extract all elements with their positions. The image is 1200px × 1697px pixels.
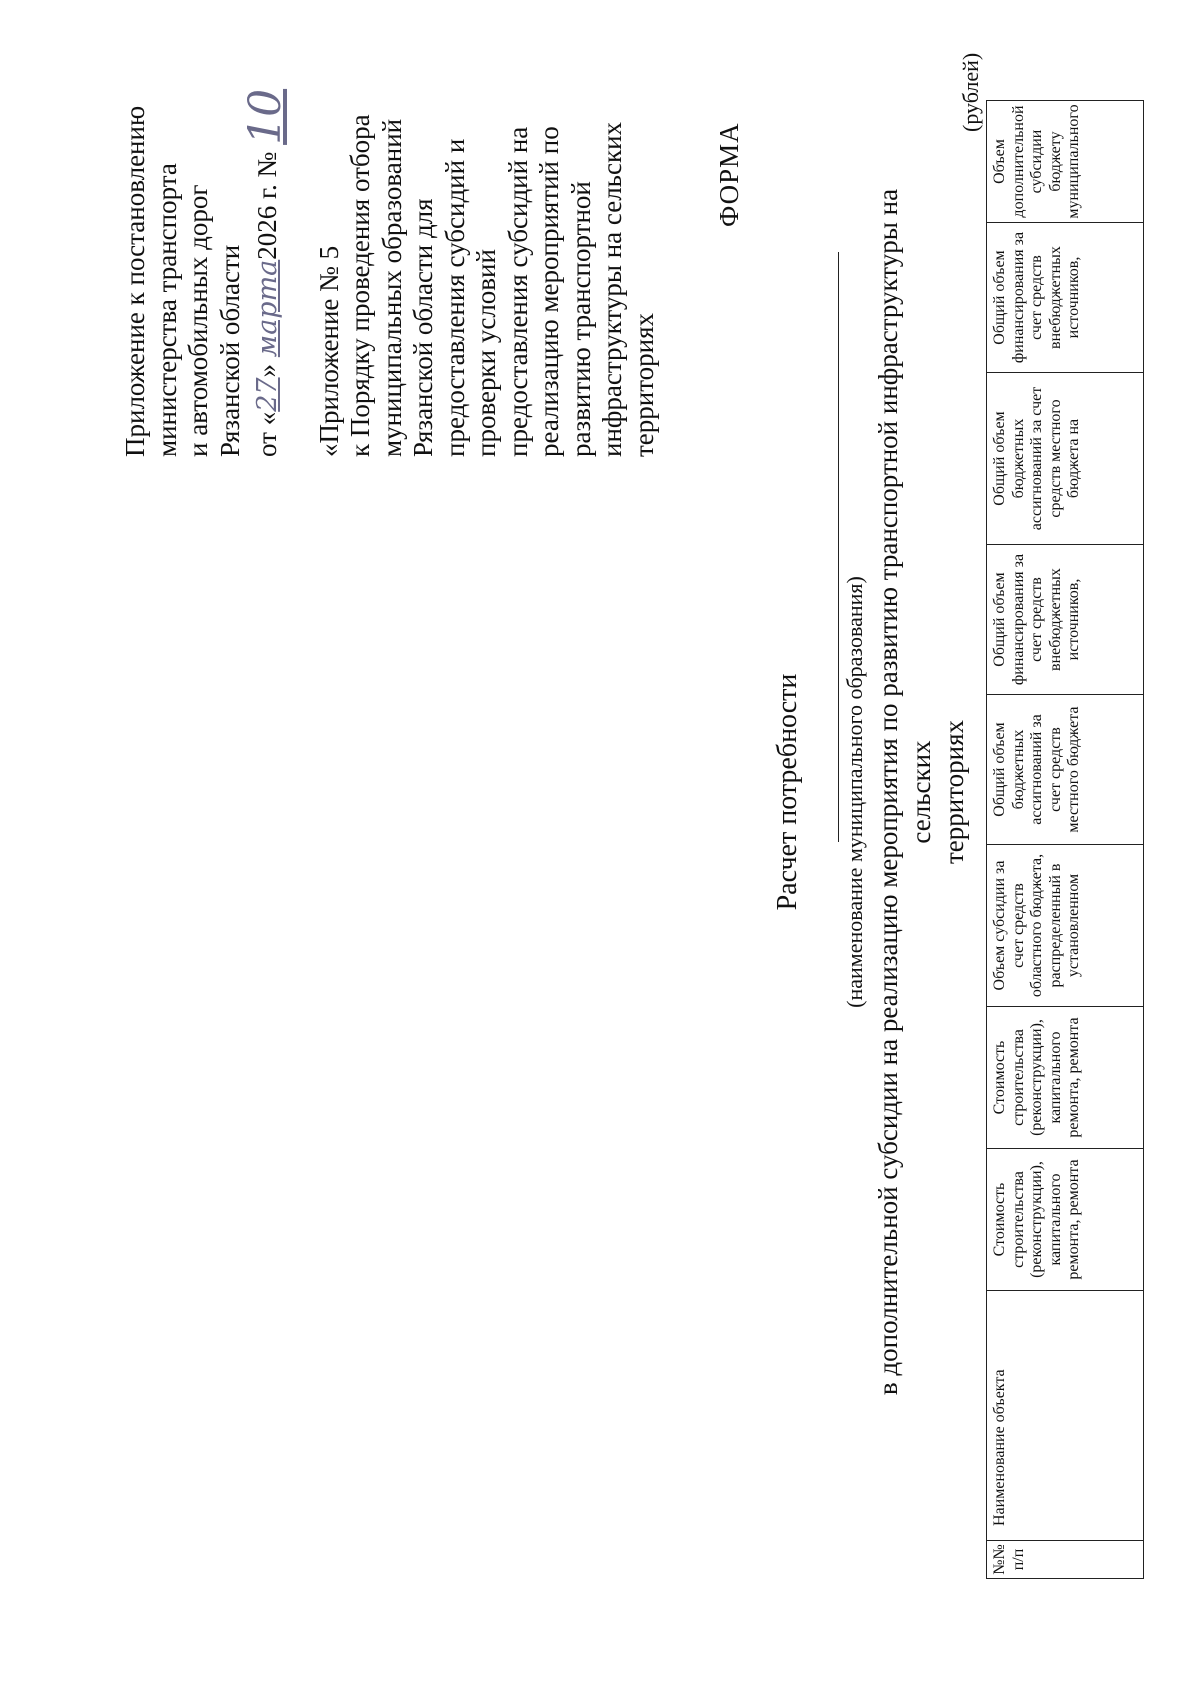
date-prefix: от «: [252, 411, 282, 457]
form-label: ФОРМА: [714, 122, 744, 227]
quote-line: развитию транспортной: [565, 181, 596, 457]
unit-label: (рублей): [958, 52, 983, 132]
document-subtitle: [872, 137, 971, 1447]
handwritten-number: 10: [240, 88, 291, 145]
header-cell-number: №№ п/п: [987, 1541, 1144, 1579]
handwritten-month: марта: [252, 259, 283, 358]
municipality-caption: (наименование муниципального образования): [842, 576, 867, 1008]
subtitle-line: в дополнительной субсидии на реализацию мероприятия по развитию транспортной инфраструктуры на сельских: [873, 188, 936, 1396]
header-cell-additional-subsidy: Объем дополнительной субсидии бюджету муниципального: [987, 101, 1144, 223]
header-cell-local-budget: Общий объем бюджетных ассигнований за счет средств местного бюджета: [987, 695, 1144, 845]
quote-line: предоставления субсидий на: [502, 126, 533, 457]
appendix-date-line: [240, 77, 291, 457]
document-title: Расчет потребности: [772, 673, 803, 911]
municipality-name-line: [838, 252, 839, 842]
appendix-line: и автомобильных дорог: [183, 184, 213, 457]
table-header-row: [987, 101, 1144, 1579]
quote-line: реализацию мероприятий по: [534, 126, 564, 457]
quote-line: к Порядку проведения отбора: [345, 114, 375, 457]
quote-line: предоставления субсидий и: [439, 138, 470, 457]
header-cell-extrabudgetary: Общий объем финансирования за счет средств внебюджетных источников,: [987, 545, 1144, 695]
header-cell-cost: Стоимость строительства (реконструкции), капитального ремонта, ремонта: [987, 1007, 1144, 1149]
quote-line: муниципальных образований: [376, 118, 407, 457]
header-cell-cost: Стоимость строительства (реконструкции), капитального ремонта, ремонта: [987, 1149, 1144, 1291]
date-mid: »: [252, 363, 282, 378]
subtitle-line: территориях: [939, 719, 969, 865]
header-cell-regional-subsidy: Объем субсидии за счет средств областного бюджета, распределенный в установленном: [987, 845, 1144, 1007]
quote-line: инфраструктуры на сельских: [597, 121, 627, 457]
appendix-line: Рязанской области: [214, 244, 245, 457]
appendix-header: [120, 77, 660, 457]
quote-line: «Приложение № 5: [313, 245, 344, 457]
header-cell-object-name: Наименование объекта: [987, 1291, 1144, 1541]
quote-line: проверки условий: [471, 249, 501, 457]
quote-line: территориях: [628, 312, 659, 457]
appendix-line: Приложение к постановлению: [120, 105, 150, 457]
header-cell-extrabudgetary: Общий объем финансирования за счет средств внебюджетных источников,: [987, 223, 1144, 373]
calculation-table: [986, 100, 1144, 1579]
date-year: 2026 г. №: [252, 151, 282, 260]
handwritten-day: 27: [252, 377, 283, 412]
appendix-line: министерства транспорта: [151, 163, 182, 457]
quote-line: Рязанской области для: [408, 198, 438, 457]
header-cell-local-budget: Общий объем бюджетных ассигнований за счет средств местного бюджета на: [987, 373, 1144, 545]
